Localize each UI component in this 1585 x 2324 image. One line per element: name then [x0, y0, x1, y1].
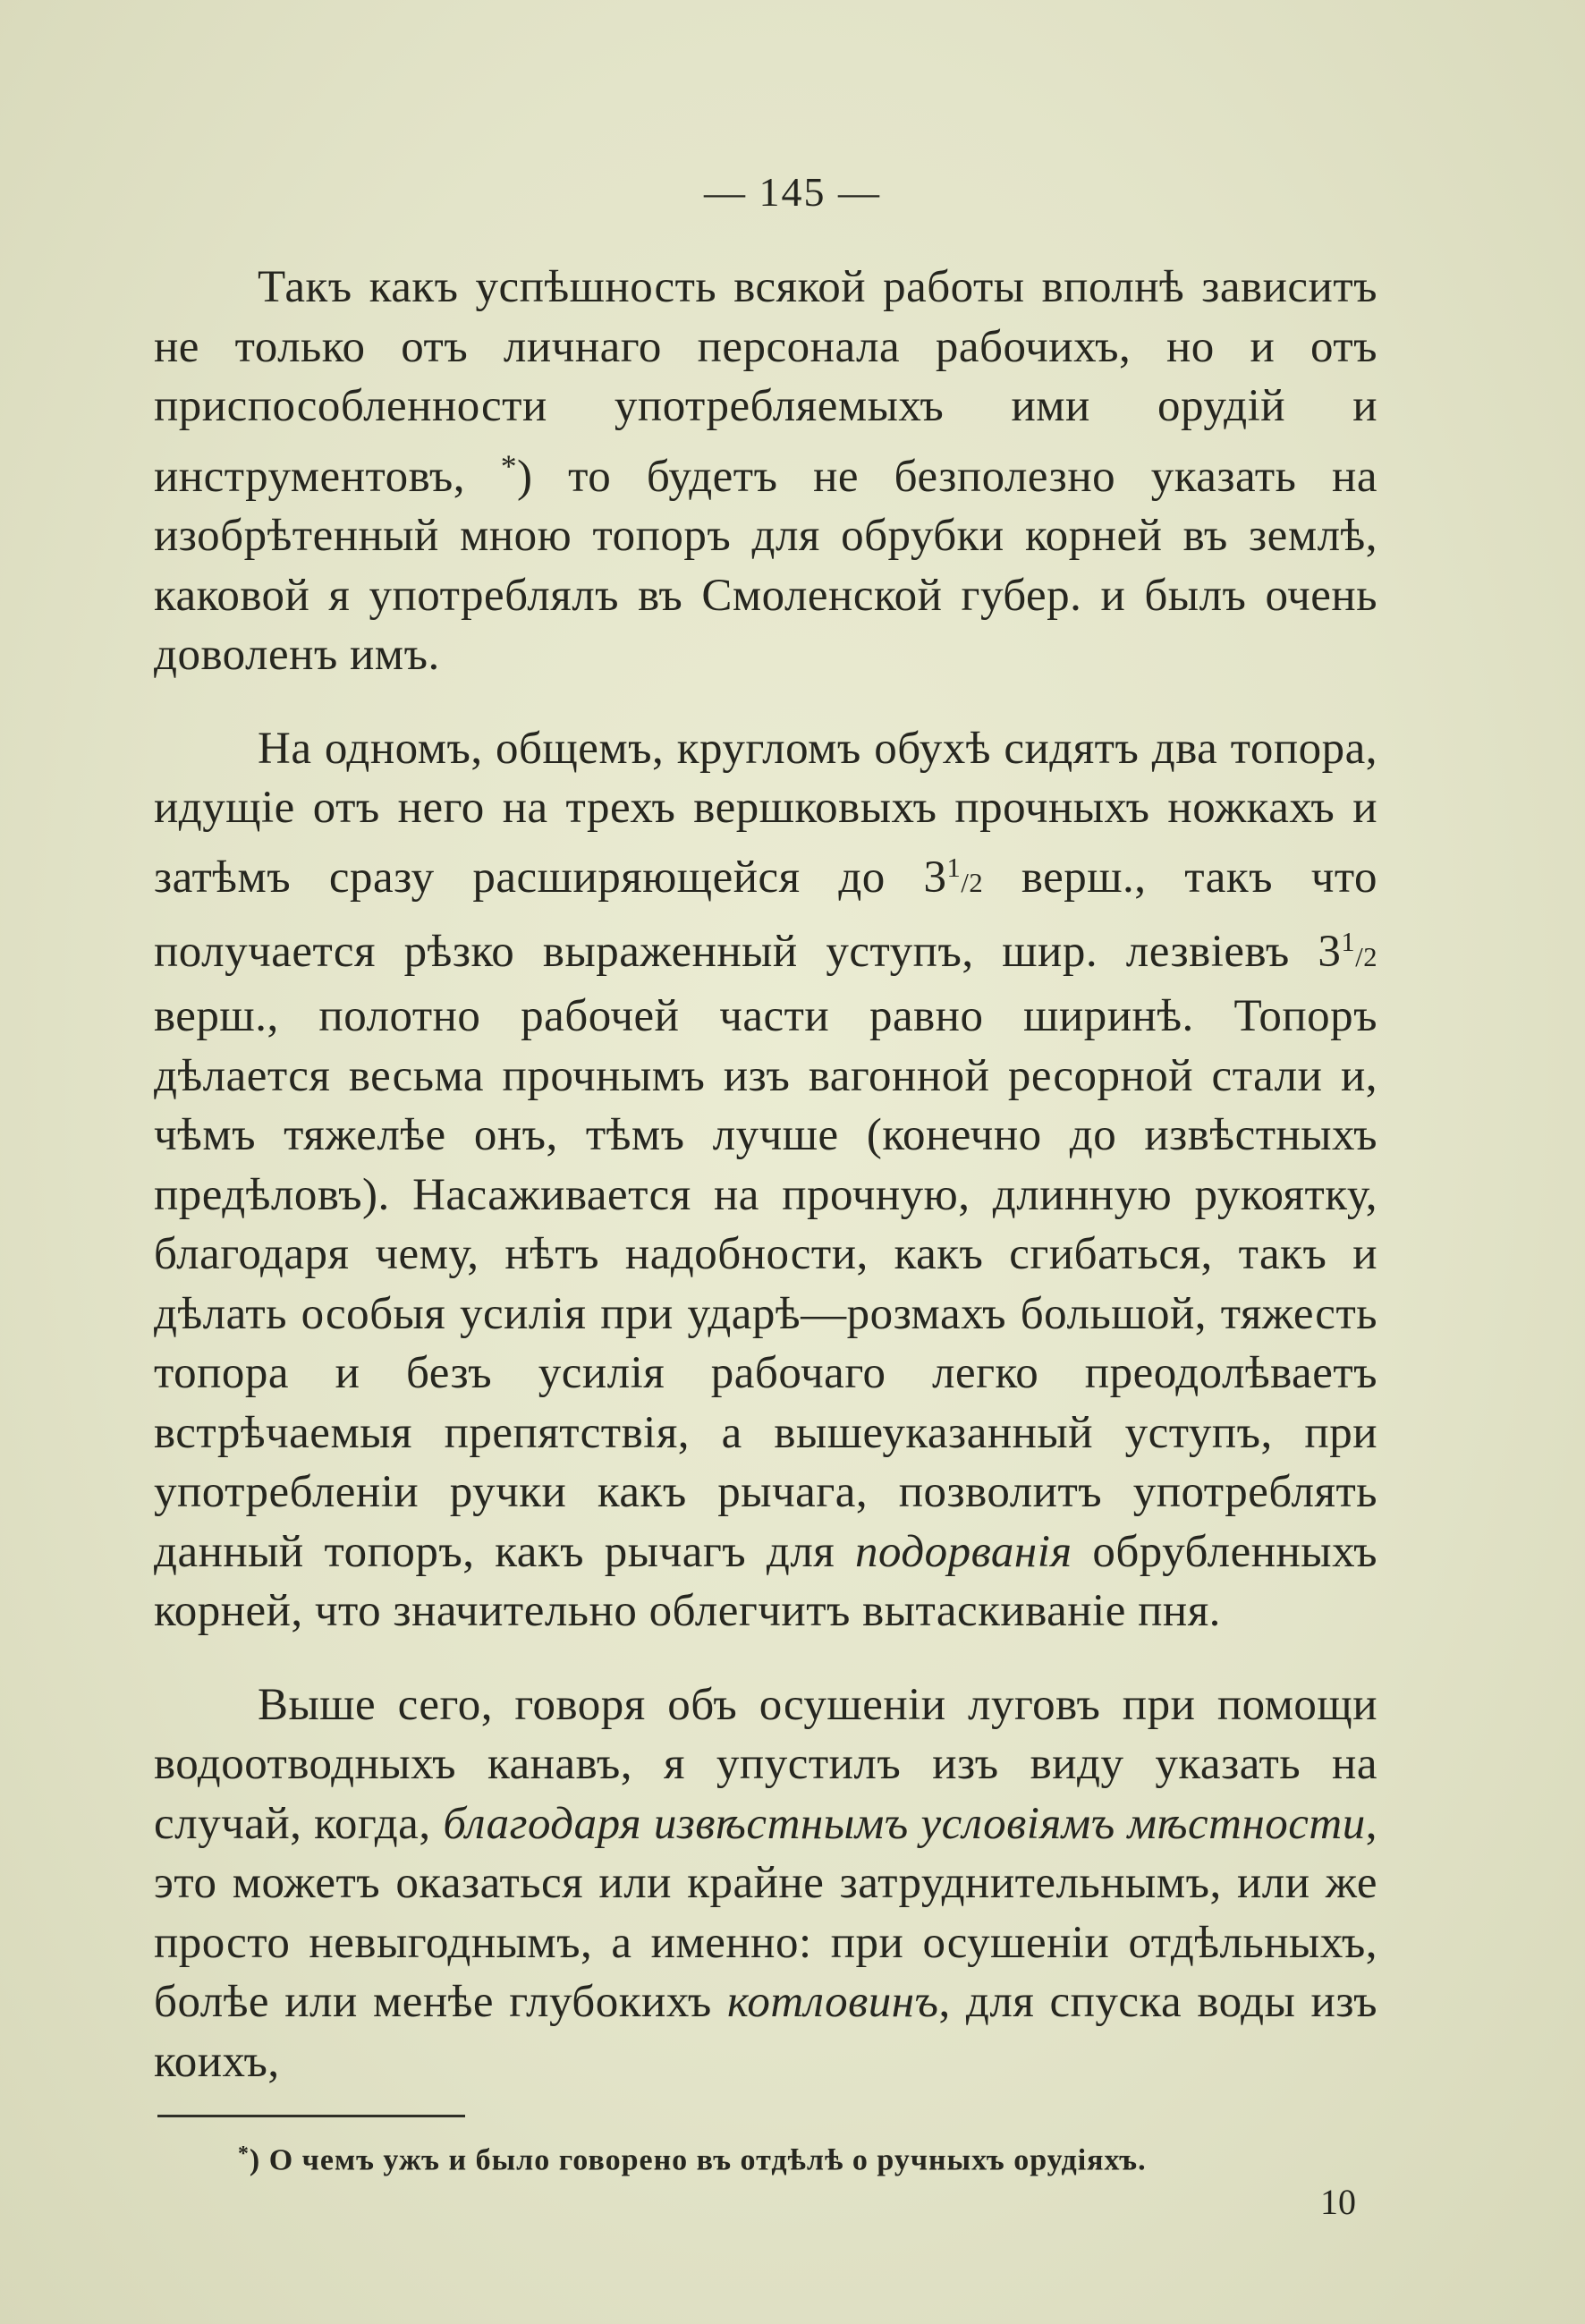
text-run: На одномъ, общемъ, кругломъ обухѣ сидятъ два топора, идущіе отъ него на трехъ вершковыхъ прочныхъ ножкахъ и затѣмъ сразу расширяющейся до 3 — [154, 723, 1377, 903]
text-run: , для спуска воды изъ коихъ, — [154, 1977, 1377, 2087]
paragraph — [154, 258, 1377, 685]
paragraph — [154, 719, 1377, 1641]
text-run: Такъ какъ успѣшность всякой работы вполнѣ зависитъ не только отъ личнаго персонала рабочихъ, но и отъ приспособленности употребляемыхъ ими орудій и инструментовъ, — [154, 262, 1377, 502]
footnote-text: ) О чемъ ужъ и было говорено въ отдѣлѣ о ручныхъ орудіяхъ. — [249, 2143, 1147, 2177]
footnote — [238, 2133, 1392, 2183]
fraction-denominator: /2 — [1355, 941, 1377, 972]
fraction-numerator: 1 — [1341, 926, 1356, 957]
footnote-marker: * — [500, 447, 518, 484]
signature-mark: 10 — [1320, 2182, 1356, 2222]
paragraph — [154, 1675, 1377, 2092]
italic-run: благодаря извѣстнымъ условіямъ мѣстности — [443, 1798, 1366, 1849]
fraction-denominator: /2 — [961, 867, 984, 898]
italic-run: котловинъ — [726, 1977, 939, 2028]
text-run: Выше сего, говоря объ осушеніи луговъ при помощи водоотводныхъ канавъ, я упустилъ изъ виду указать на случай, когда, — [154, 1679, 1377, 1849]
page-number: — 145 — — [704, 169, 881, 215]
text-run: ) то будетъ не безполезно указать на изобрѣтенный мною топоръ для обрубки корней въ землѣ, каковой я употреблялъ въ Смоленской губер. и былъ очень доволенъ имъ. — [154, 451, 1377, 681]
text-run: верш., такъ что получается рѣзко выраженный уступъ, шир. лезвіевъ 3 — [154, 852, 1377, 977]
text-run: обрубленныхъ корней, что значительно облегчитъ вытаскиваніе пня. — [154, 1526, 1377, 1637]
footnote-marker: * — [238, 2142, 250, 2166]
fraction-numerator: 1 — [946, 852, 962, 883]
italic-run: подорванія — [855, 1526, 1072, 1577]
text-run: верш., полотно рабочей части равно ширинѣ. Топоръ дѣлается весьма прочнымъ изъ вагонной ресорной стали и, чѣмъ тяжелѣе онъ, тѣмъ лучше (конечно до извѣстныхъ предѣловъ). Насаживается на прочную, длинную рукоятку, благодаря чему, нѣтъ надобности, какъ сгибаться, такъ и дѣлать особыя усилія при ударѣ—розмахъ большой, тяжесть топора и безъ усилія рабочаго легко преодолѣваетъ встрѣчаемыя препятствія, а вышеуказанный уступъ, при употребленіи ручки какъ рычага, позволитъ употреблять данный топоръ, какъ рычагъ для — [154, 991, 1377, 1577]
body-text — [154, 258, 1377, 2091]
text-run: , это можетъ оказаться или крайне затруднительнымъ, или же просто невыгоднымъ, а именно: при осушеніи отдѣльныхъ, болѣе или менѣе глубокихъ — [154, 1798, 1377, 2028]
footnote-rule — [157, 2115, 465, 2117]
